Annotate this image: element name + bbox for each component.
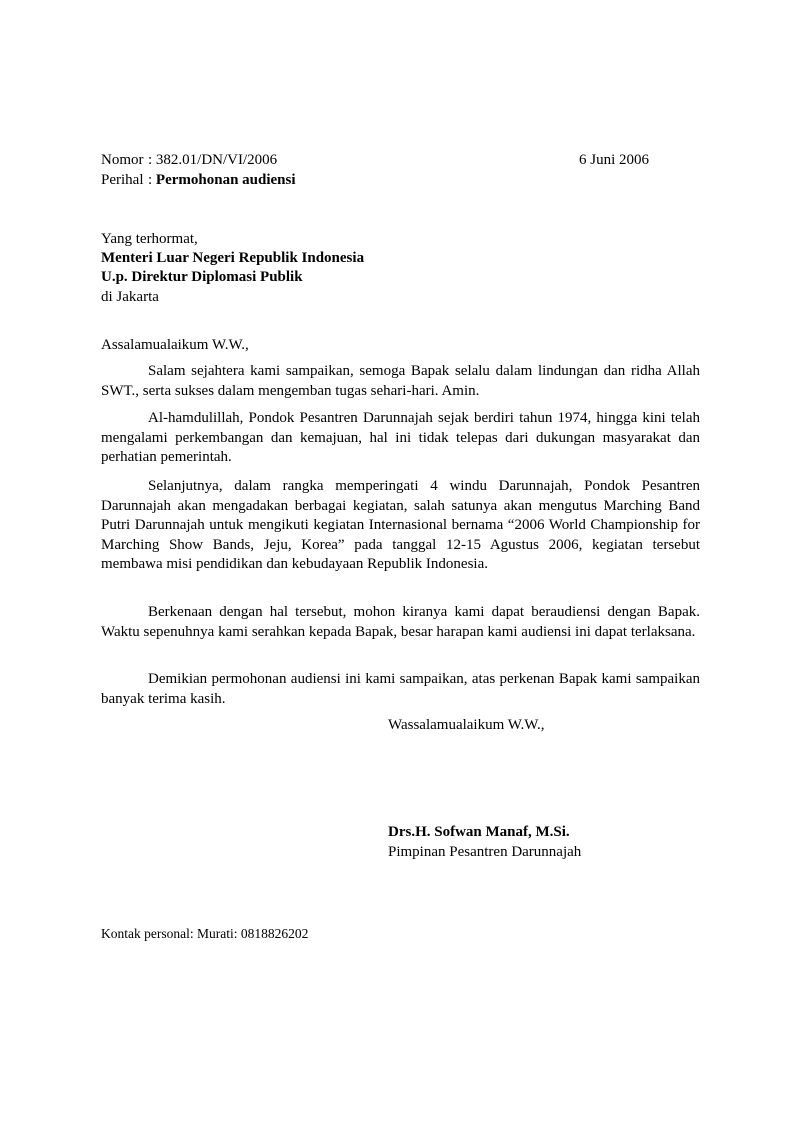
paragraph-3: Selanjutnya, dalam rangka memperingati 4 windu Darunnajah, Pondok Pesantren Darunnajah akan mengadakan berbagai kegiatan, salah satunya akan mengutus Marching Band Putri Darunnajah untuk mengikuti kegiatan Internasional bernama “2006 World Championship for Marching Show Bands, Jeju, Korea” pada tanggal 12-15 Agustus 2006, kegiatan tersebut membawa misi pendidikan dan kebudayaan Republik Indonesia. <box>101 478 700 572</box>
paragraph-1: Salam sejahtera kami sampaikan, semoga Bapak selalu dalam lindungan dan ridha Allah SWT., serta sukses dalam mengemban tugas sehari-hari. Amin. <box>101 363 700 399</box>
nomor-label: Nomor <box>101 152 144 168</box>
greeting: Assalamualaikum W.W., <box>101 337 249 353</box>
paragraph-4: Berkenaan dengan hal tersebut, mohon kiranya kami dapat beraudiensi dengan Bapak. Waktu sepenuhnya kami serahkan kepada Bapak, besar harapan kami audiensi ini dapat terlaksana. <box>101 604 700 640</box>
letter-date: 6 Juni 2006 <box>579 152 650 168</box>
nomor-line <box>101 151 277 170</box>
recipient-line2: U.p. Direktur Diplomasi Publik <box>101 269 303 285</box>
closing: Wassalamualaikum W.W., <box>388 717 545 733</box>
paragraph-5: Demikian permohonan audiensi ini kami sampaikan, atas perkenan Bapak kami sampaikan banyak terima kasih. <box>101 671 700 707</box>
recipient-salutation: Yang terhormat, <box>101 231 198 247</box>
perihal-label: Perihal <box>101 172 144 188</box>
signatory-title: Pimpinan Pesantren Darunnajah <box>388 844 582 860</box>
recipient-line1: Menteri Luar Negeri Republik Indonesia <box>101 250 365 266</box>
perihal-line <box>101 171 296 190</box>
recipient-location: di Jakarta <box>101 289 159 305</box>
paragraph-2: Al-hamdulillah, Pondok Pesantren Darunnajah sejak berdiri tahun 1974, hingga kini telah mengalami perkembangan dan kemajuan, hal ini tidak telepas dari dukungan masyarakat dan perhatian pemerintah. <box>101 410 700 465</box>
nomor-value: : 382.01/DN/VI/2006 <box>148 152 278 168</box>
perihal-colon: : <box>148 172 156 188</box>
signatory-name: Drs.H. Sofwan Manaf, M.Si. <box>388 824 570 840</box>
perihal-value: Permohonan audiensi <box>155 172 296 188</box>
contact-info: Kontak personal: Murati: 0818826202 <box>101 926 309 941</box>
